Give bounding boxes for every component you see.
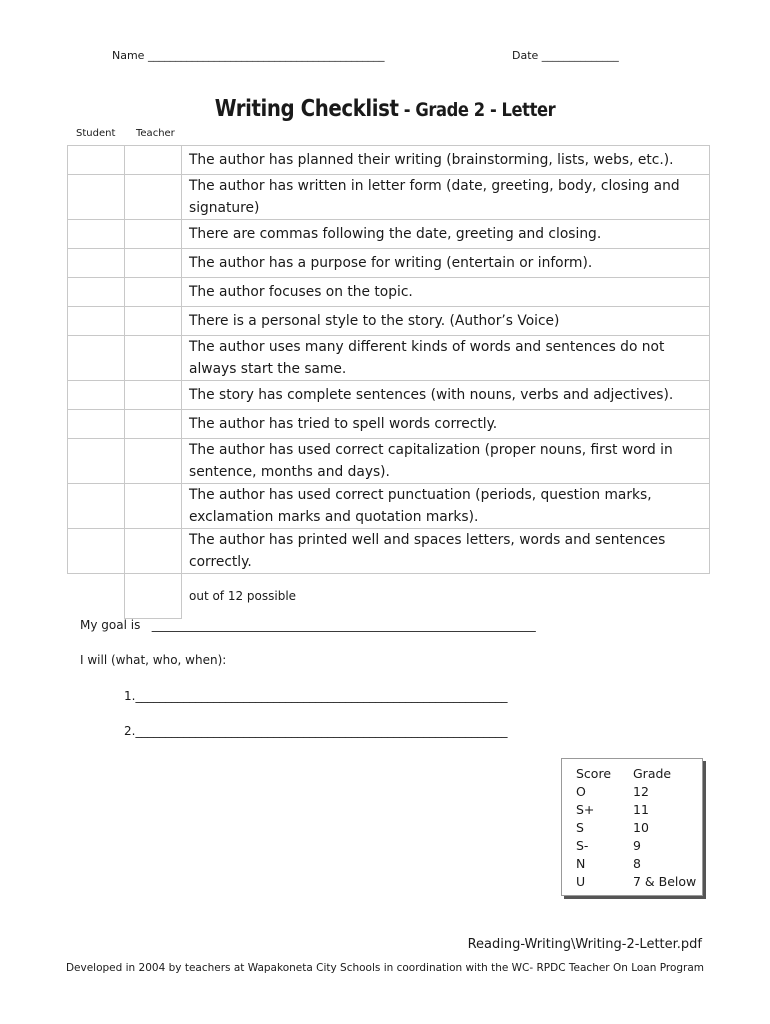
grade-value: 7 & Below bbox=[633, 874, 697, 889]
criterion-text: The author has printed well and spaces letters, words and sentences correctly. bbox=[182, 529, 710, 574]
checklist-row bbox=[68, 146, 710, 175]
criterion-text: The author has tried to spell words correctly. bbox=[182, 410, 710, 439]
score-value: S- bbox=[576, 838, 589, 853]
teacher-checkbox[interactable] bbox=[125, 278, 182, 307]
student-checkbox[interactable] bbox=[68, 146, 125, 175]
student-checkbox[interactable] bbox=[68, 336, 125, 381]
grade-value: 12 bbox=[633, 784, 649, 799]
criterion-text: The story has complete sentences (with nouns, verbs and adjectives). bbox=[182, 381, 710, 410]
checklist-row bbox=[68, 278, 710, 307]
criterion-text: The author uses many different kinds of words and sentences do not always start the same. bbox=[182, 336, 710, 381]
teacher-checkbox[interactable] bbox=[125, 307, 182, 336]
teacher-checkbox[interactable] bbox=[125, 146, 182, 175]
grading-scale-box bbox=[561, 758, 703, 896]
plan-line-1[interactable]: 1.______________________________________________________________ bbox=[124, 689, 508, 703]
student-checkbox[interactable] bbox=[68, 175, 125, 220]
criterion-text: The author focuses on the topic. bbox=[182, 278, 710, 307]
name-field bbox=[112, 49, 384, 62]
student-checkbox[interactable] bbox=[68, 249, 125, 278]
will-label: I will (what, who, when): bbox=[80, 653, 227, 667]
student-checkbox[interactable] bbox=[68, 410, 125, 439]
score-header: Score bbox=[576, 766, 612, 781]
file-path: Reading-Writing\Writing-2-Letter.pdf bbox=[467, 937, 702, 952]
teacher-checkbox[interactable] bbox=[125, 410, 182, 439]
teacher-checkbox[interactable] bbox=[125, 484, 182, 529]
date-label: Date bbox=[512, 49, 539, 62]
grade-value: 9 bbox=[633, 838, 641, 853]
checklist-row bbox=[68, 439, 710, 484]
score-value: U bbox=[576, 874, 586, 889]
student-column-header: Student bbox=[76, 128, 116, 139]
teacher-checkbox[interactable] bbox=[125, 336, 182, 381]
checklist-row bbox=[68, 249, 710, 278]
score-value: N bbox=[576, 856, 586, 871]
criterion-text: The author has a purpose for writing (entertain or inform). bbox=[182, 249, 710, 278]
criterion-text: The author has used correct capitalization (proper nouns, first word in sentence, months and days). bbox=[182, 439, 710, 484]
grade-value: 10 bbox=[633, 820, 649, 835]
teacher-checkbox[interactable] bbox=[125, 175, 182, 220]
total-row bbox=[68, 574, 710, 619]
checklist-row bbox=[68, 220, 710, 249]
criterion-text: The author has planned their writing (brainstorming, lists, webs, etc.). bbox=[182, 146, 710, 175]
score-column bbox=[576, 765, 611, 891]
date-field bbox=[512, 49, 619, 62]
grade-header: Grade bbox=[633, 766, 672, 781]
checklist-row bbox=[68, 529, 710, 574]
score-value: O bbox=[576, 784, 586, 799]
student-checkbox[interactable] bbox=[68, 278, 125, 307]
checklist-row bbox=[68, 307, 710, 336]
checklist-row bbox=[68, 410, 710, 439]
title-main: Writing Checklist bbox=[214, 96, 399, 122]
criterion-text: The author has written in letter form (date, greeting, body, closing and signature) bbox=[182, 175, 710, 220]
teacher-checkbox[interactable] bbox=[125, 249, 182, 278]
developer-credit: Developed in 2004 by teachers at Wapakoneta City Schools in coordination with the WC- RPDC Teacher On Loan Program bbox=[65, 962, 705, 974]
criterion-text: There are commas following the date, greeting and closing. bbox=[182, 220, 710, 249]
criterion-text: The author has used correct punctuation (periods, question marks, exclamation marks and quotation marks). bbox=[182, 484, 710, 529]
student-checkbox[interactable] bbox=[68, 220, 125, 249]
teacher-checkbox[interactable] bbox=[125, 220, 182, 249]
student-checkbox[interactable] bbox=[68, 484, 125, 529]
checklist-row bbox=[68, 381, 710, 410]
date-line[interactable]: ______________ bbox=[541, 49, 619, 62]
teacher-total-box[interactable] bbox=[125, 574, 182, 619]
goal-label: My goal is bbox=[80, 618, 141, 632]
student-checkbox[interactable] bbox=[68, 439, 125, 484]
student-checkbox[interactable] bbox=[68, 529, 125, 574]
page-title bbox=[54, 96, 716, 122]
plan-line-2[interactable]: 2.______________________________________________________________ bbox=[124, 724, 508, 738]
grade-value: 11 bbox=[633, 802, 649, 817]
student-checkbox[interactable] bbox=[68, 381, 125, 410]
teacher-checkbox[interactable] bbox=[125, 381, 182, 410]
goal-field bbox=[80, 618, 536, 632]
checklist-row bbox=[68, 336, 710, 381]
checklist-table bbox=[67, 145, 710, 619]
grade-column bbox=[633, 765, 696, 891]
name-line[interactable]: ___________________________________________ bbox=[147, 49, 385, 62]
score-value: S bbox=[576, 820, 584, 835]
total-label: out of 12 possible bbox=[182, 574, 710, 619]
score-value: S+ bbox=[576, 802, 595, 817]
name-label: Name bbox=[112, 49, 145, 62]
goal-line[interactable]: ________________________________________________________________ bbox=[151, 618, 536, 632]
checklist-row bbox=[68, 484, 710, 529]
checklist-row bbox=[68, 175, 710, 220]
teacher-checkbox[interactable] bbox=[125, 439, 182, 484]
teacher-column-header: Teacher bbox=[136, 128, 175, 139]
student-checkbox[interactable] bbox=[68, 307, 125, 336]
grade-value: 8 bbox=[633, 856, 641, 871]
criterion-text: There is a personal style to the story. (Author’s Voice) bbox=[182, 307, 710, 336]
title-sub: - Grade 2 - Letter bbox=[398, 99, 556, 121]
teacher-checkbox[interactable] bbox=[125, 529, 182, 574]
